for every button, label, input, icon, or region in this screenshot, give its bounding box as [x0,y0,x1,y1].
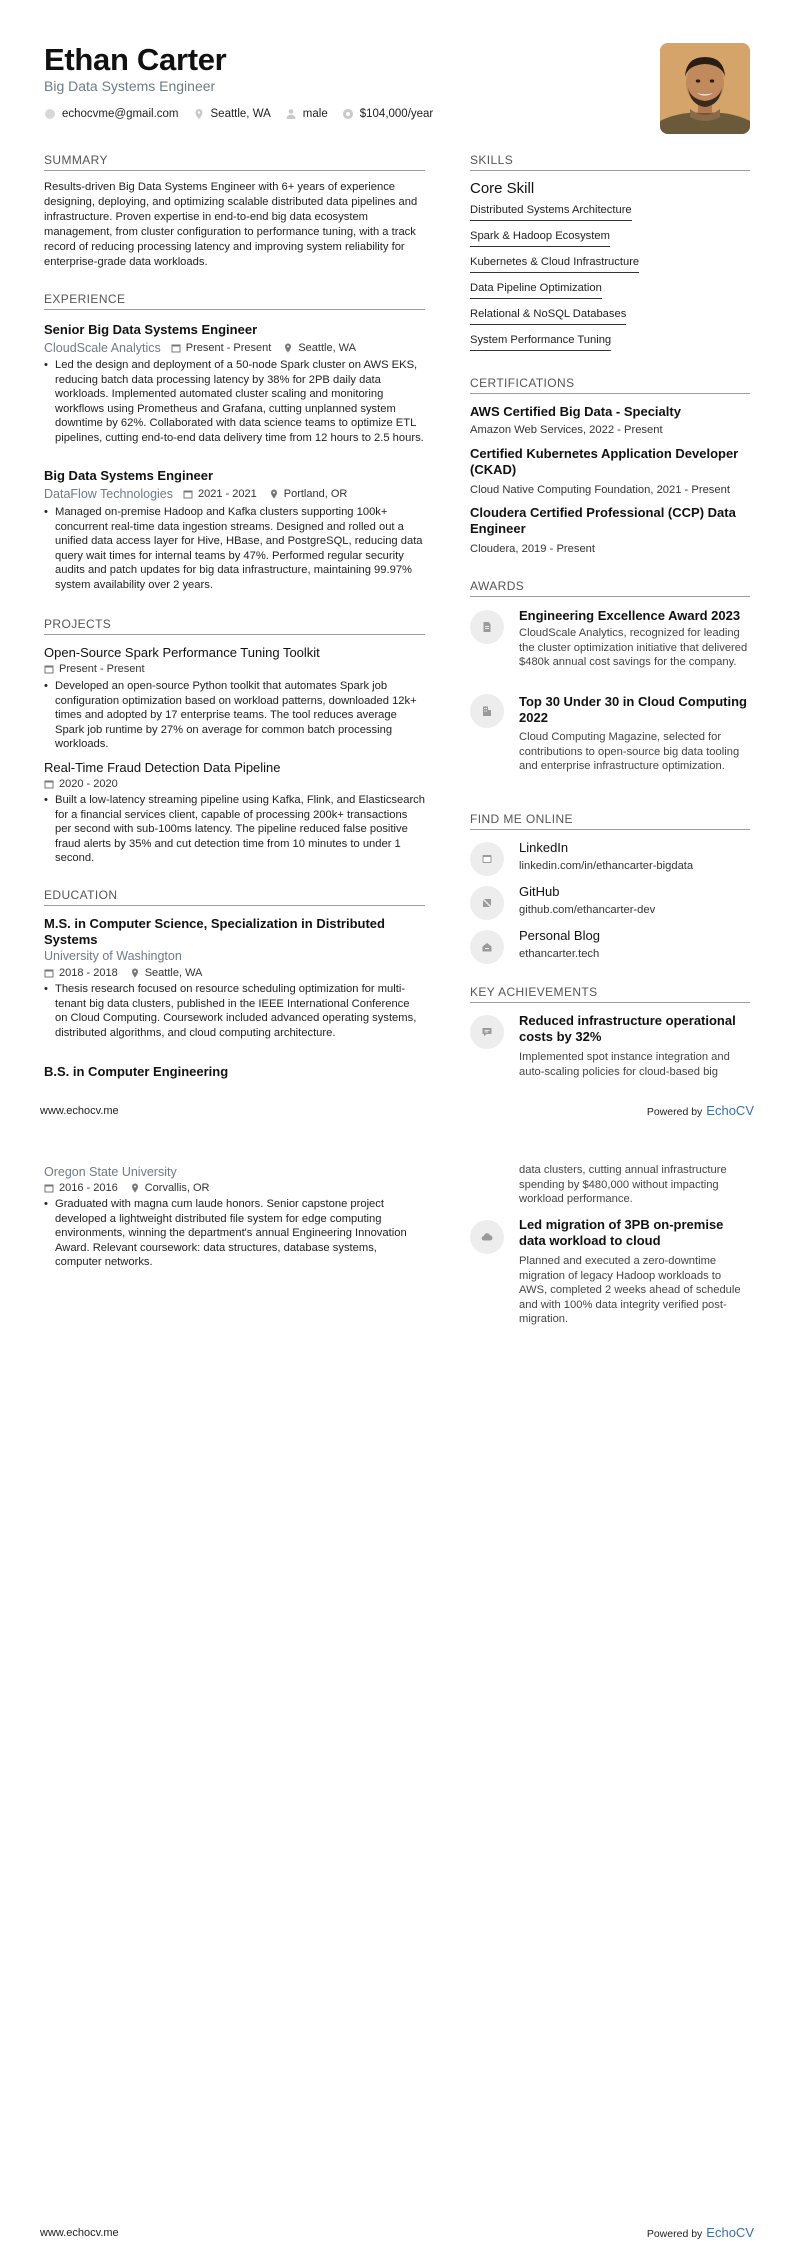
experience-1-title: Senior Big Data Systems Engineer [44,322,258,337]
education-1-location [130,967,203,979]
github-icon-wrap[interactable] [470,886,504,920]
portrait-image [660,43,750,134]
blog-link[interactable]: ethancarter.tech [519,948,600,960]
project-1-title: Open-Source Spark Performance Tuning Toolkit [44,645,320,660]
blog-icon [481,941,493,953]
education-2-degree: B.S. in Computer Engineering [44,1064,229,1079]
footer-powered-page2 [647,2225,754,2240]
experience-2-title: Big Data Systems Engineer [44,468,214,483]
building-icon [481,705,493,717]
experience-1-meta [44,341,368,355]
experience-2-location-text: Portland, OR [283,488,348,500]
experience-1-location [283,342,356,354]
certification-1-issuer: Amazon Web Services, 2022 - Present [470,424,663,436]
experience-2-dates-text: 2021 - 2021 [198,488,257,500]
award-1-title: Engineering Excellence Award 2023 [519,608,741,623]
footer-site-link[interactable]: www.echocv.me [40,1105,119,1117]
blog-label: Personal Blog [519,928,600,943]
certification-2-title: Certified Kubernetes Application Developer (CKAD) [470,446,739,477]
github-link[interactable]: github.com/ethancarter-dev [519,904,656,916]
contact-location [193,108,271,120]
footer-brand-logo[interactable]: EchoCV [706,1103,754,1118]
award-1-desc: CloudScale Analytics, recognized for leading the cluster optimization initiative that delivered $480k annual cost savings for the company. [519,627,748,669]
education-2-dates-text: 2016 - 2016 [59,1182,118,1194]
calendar-icon [44,968,54,978]
education-1-dates-text: 2018 - 2018 [59,967,118,979]
chat-bubble-icon [481,1026,493,1038]
blog-icon-wrap[interactable] [470,930,504,964]
achievement-1-desc-part2: data clusters, cutting annual infrastructure spending by $480,000 without impacting workload performance. [519,1164,727,1206]
experience-1-dates-text: Present - Present [185,342,272,354]
achievement-1-title: Reduced infrastructure operational costs by 32% [519,1013,736,1044]
footer-brand-logo[interactable]: EchoCV [706,2225,754,2240]
contact-gender-text: male [302,108,328,120]
project-2-title: Real-Time Fraud Detection Data Pipeline [44,760,281,775]
salary-icon [342,108,354,120]
education-2-bullet: • Graduated with magna cum laude honors. Senior capstone project developed a lightweight distributed file system for edge computing environments, winning the department's annual Engineering Innovation Award. Relevant coursework: data structures, database systems, computer networks. [44,1197,425,1270]
achievement-2-icon-wrap [470,1220,504,1254]
experience-1-company: CloudScale Analytics [44,341,161,355]
location-pin-icon [283,343,293,353]
education-2-location [130,1182,210,1194]
calendar-icon [44,664,54,674]
linkedin-icon [481,853,493,865]
person-icon [285,108,297,120]
award-2-title: Top 30 Under 30 in Cloud Computing 2022 [519,694,747,725]
location-pin-icon [193,108,205,120]
project-2-dates [44,778,130,790]
experience-1-bullet: • Led the design and deployment of a 50-node Spark cluster on AWS EKS, reducing batch data processing latency by 38% for 2PB daily data workloads. Implemented automated cluster scaling and monitoring workflows using Prometheus and Grafana, cutting unplanned system downtime by 62%. Collaborated with data science teams to optimize ETL pipelines, cutting end-to-end data delivery time from 12 hours to 2.5 hours. [44,358,425,446]
skill-item: Relational & NoSQL Databases [470,308,626,325]
github-label: GitHub [519,884,560,899]
education-2-meta [44,1182,222,1194]
skill-item: Spark & Hadoop Ecosystem [470,230,610,247]
certification-3-title: Cloudera Certified Professional (CCP) Data Engineer [470,505,736,536]
education-1-dates [44,967,118,979]
skill-item: Data Pipeline Optimization [470,282,602,299]
contact-salary-text: $104,000/year [359,108,434,120]
education-1-location-text: Seattle, WA [144,967,203,979]
experience-1-dates [171,342,272,354]
education-2-school: Oregon State University [44,1165,177,1179]
skill-item: System Performance Tuning [470,334,611,351]
contact-email[interactable] [44,108,179,120]
certification-2-issuer: Cloud Native Computing Foundation, 2021 - Present [470,484,730,496]
linkedin-icon-wrap[interactable] [470,842,504,876]
location-pin-icon [269,489,279,499]
achievements-section-title: KEY ACHIEVEMENTS [470,985,750,1003]
education-1-school: University of Washington [44,949,182,963]
project-1-dates-wrap [44,663,145,675]
skills-heading: Core Skill [470,180,535,197]
certifications-section-title: CERTIFICATIONS [470,376,750,394]
github-icon [481,897,493,909]
awards-section-title: AWARDS [470,579,750,597]
project-1-bullet: • Developed an open-source Python toolkit that automates Spark job configuration optimization based on workload patterns, downloaded 12k+ times and adopted by 17 enterprise teams. The tool reduces average Spark job runtime by 27% on average for common batch processing workloads. [44,679,425,752]
linkedin-link[interactable]: linkedin.com/in/ethancarter-bigdata [519,860,694,872]
experience-2-location [269,488,348,500]
project-2-dates-wrap [44,778,118,790]
footer-powered-text: Powered by [646,1106,703,1118]
project-2-bullet: • Built a low-latency streaming pipeline using Kafka, Flink, and Elasticsearch for a financial services client, capable of processing 200k+ transactions per second with sub-100ms latency. The pipeline reduced false positive fraud alerts by 35% and cut detection time from 10 minutes to under 1 second. [44,793,425,866]
calendar-icon [171,343,181,353]
education-1-meta [44,967,214,979]
skill-item: Distributed Systems Architecture [470,204,632,221]
location-pin-icon [130,1183,140,1193]
contact-location-text: Seattle, WA [210,108,271,120]
summary-text: Results-driven Big Data Systems Engineer with 6+ years of experience designing, deploying, and optimizing scalable distributed data pipelines and infrastructure. Proven expertise in end-to-end big data ecosystem management, from cluster configuration to performance tuning, with a track record of reducing processing latency and improving system reliability for enterprise-grade data workloads. [44,181,418,268]
project-1-dates-text: Present - Present [59,663,145,675]
education-2-dates [44,1182,118,1194]
education-1-bullet: • Thesis research focused on resource scheduling optimization for multi-tenant big data clusters, published in the IEEE International Conference on Cloud Computing. Coursework included advanced operating systems, distributed algorithms, and cloud computing architecture. [44,982,425,1040]
certification-3-issuer: Cloudera, 2019 - Present [470,543,596,555]
experience-2-meta [44,487,359,501]
certification-1-title: AWS Certified Big Data - Specialty [470,404,681,419]
skills-section-title: SKILLS [470,153,750,171]
cloud-icon [481,1231,493,1243]
experience-2-bullet: • Managed on-premise Hadoop and Kafka clusters supporting 100k+ concurrent real-time data ingestion streams. Designed and rolled out a unified data access layer for Hive, HBase, and PostgreSQL, reducing data query wait times for internal teams by 47%. Performed regular security audits and patch updates for big data infrastructure, maintaining 99.97% system availability over 2 years. [44,505,425,593]
award-2-icon-wrap [470,694,504,728]
contact-gender [285,108,328,120]
projects-section-title: PROJECTS [44,617,425,635]
experience-1-location-text: Seattle, WA [298,342,356,354]
calendar-icon [183,489,193,499]
award-1-icon-wrap [470,610,504,644]
footer-powered-text: Powered by [646,2228,703,2240]
candidate-name: Ethan Carter [44,42,227,77]
education-2-location-text: Corvallis, OR [144,1182,210,1194]
linkedin-label: LinkedIn [519,840,569,855]
experience-2-dates [183,488,257,500]
calendar-icon [44,1183,54,1193]
summary-section-title: SUMMARY [44,153,425,171]
experience-2-company: DataFlow Technologies [44,487,174,501]
contact-salary [342,108,434,120]
achievement-1-icon-wrap [470,1015,504,1049]
project-2-dates-text: 2020 - 2020 [59,778,118,790]
experience-section-title: EXPERIENCE [44,292,425,310]
project-1-dates [44,663,157,675]
award-2-desc: Cloud Computing Magazine, selected for contributions to open-source big data tooling and enterprise infrastructure optimization. [519,731,740,773]
footer-powered [647,1103,754,1118]
footer-site-link-page2[interactable]: www.echocv.me [40,2227,119,2239]
achievement-1-desc-part1: Implemented spot instance integration and auto-scaling policies for cloud-based big [519,1051,730,1078]
document-icon [481,621,493,633]
contact-email-text: echocvme@gmail.com [62,108,179,120]
candidate-role: Big Data Systems Engineer [44,78,216,94]
contact-row [44,108,447,120]
education-section-title: EDUCATION [44,888,425,906]
skill-item: Kubernetes & Cloud Infrastructure [470,256,639,273]
online-section-title: FIND ME ONLINE [470,812,750,830]
achievement-2-desc: Planned and executed a zero-downtime migration of legacy Hadoop workloads to AWS, completed 2 weeks ahead of schedule and with 100% data integrity verified post-migration. [519,1255,741,1326]
calendar-icon [44,779,54,789]
profile-photo [660,43,750,134]
location-pin-icon [130,968,140,978]
education-1-degree: M.S. in Computer Science, Specialization in Distributed Systems [44,916,385,947]
email-icon [44,108,56,120]
achievement-2-title: Led migration of 3PB on-premise data workload to cloud [519,1217,724,1248]
